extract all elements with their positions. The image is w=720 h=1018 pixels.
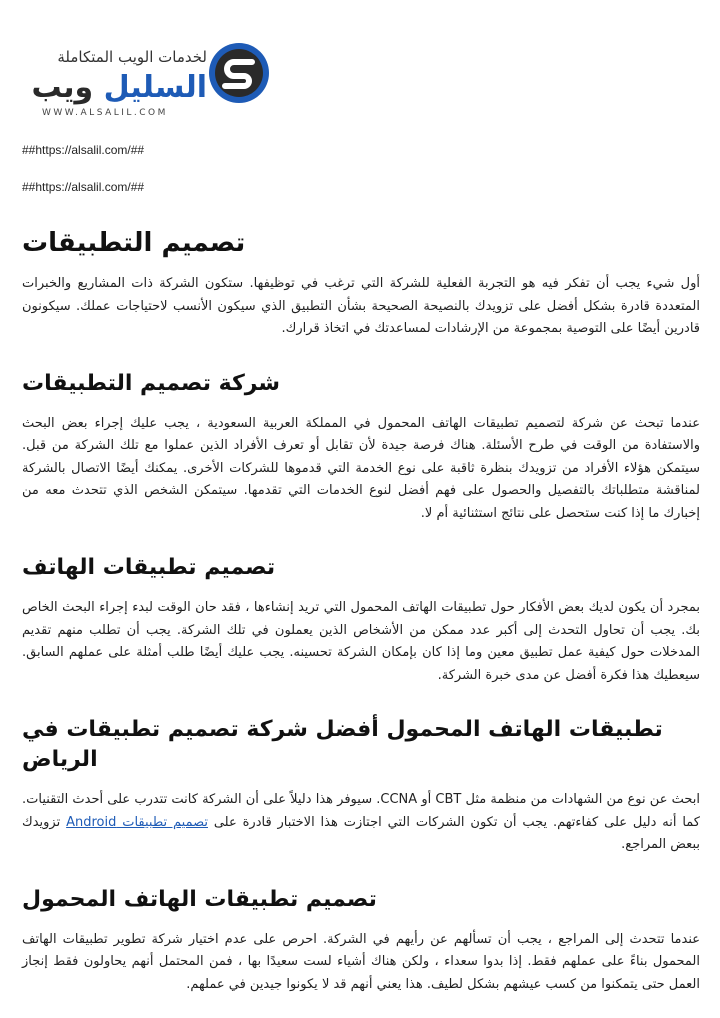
article-content <box>22 225 700 996</box>
logo-name-web: ويب <box>31 70 94 105</box>
logo-tagline: لخدمات الويب المتكاملة <box>57 48 207 66</box>
alsalil-s-logo-icon <box>208 42 270 104</box>
section-mobile-app-design <box>22 885 700 997</box>
section-app-design <box>22 225 700 341</box>
section-phone-app-design <box>22 553 700 687</box>
logo-url: WWW.ALSALIL.COM <box>42 108 168 118</box>
section-paragraph: عندما تبحث عن شركة لتصميم تطبيقات الهاتف المحمول في المملكة العربية السعودية ، يجب عليك إجراء بعض البحث والاستفادة من الوقت في طرح الأسئلة. هناك فرصة جيدة لأن تقابل أو تعرف الأفراد الذين عملوا مع تلك الشركة من قبل. سيتمكن هؤلاء الأفراد من تزويدك بنظرة ثاقبة على نوع الخدمة التي قدموها للشركات الأخرى. يمكنك أيضًا الاتصال بالشركة لمناقشة متطلباتك بالتفصيل والحصول على فهم أفضل لنوع الخدمات التي تقدمها. سيتمكن الشخص الذي تتحدث معه من إخبارك ما إذا كنت ستحصل على نتائج استثنائية أم لا. <box>22 415 700 521</box>
logo-wordmark <box>22 70 207 105</box>
section-paragraph <box>22 789 700 857</box>
section-heading: شركة تصميم التطبيقات <box>22 370 281 396</box>
source-url[interactable]: ##https://alsalil.com/## <box>22 180 145 194</box>
section-riyadh-apps <box>22 715 700 857</box>
paragraph-text: تزويدك ببعض المراجع. <box>22 814 700 852</box>
android-app-design-link[interactable]: تصميم تطبيقات Android <box>66 814 208 830</box>
site-logo[interactable] <box>22 40 272 126</box>
section-heading: تصميم التطبيقات <box>22 228 246 258</box>
logo-name-salil: السليل <box>103 70 207 105</box>
section-paragraph: أول شيء يجب أن تفكر فيه هو التجربة الفعلية للشركة التي ترغب في توظيفها. ستكون الشركة ذات المشاريع والخبرات المتعددة قادرة بشكل أفضل على تزويدك بالنصيحة الصحيحة بشأن التطبيق الذي سيكون الأنسب لاحتياجات عملك. سيكونون قادرين أيضًا على التوصية بمجموعة من الإرشادات لمساعدتك في اتخاذ قرارك. <box>22 276 700 336</box>
section-heading: تطبيقات الهاتف المحمول أفضل شركة تصميم تطبيقات في الرياض <box>22 717 663 772</box>
section-paragraph: بمجرد أن يكون لديك بعض الأفكار حول تطبيقات الهاتف المحمول التي تريد إنشاءها ، فقد حان الوقت لبدء إجراء البحث الخاص بك. يجب أن تحاول التحدث إلى أكبر عدد ممكن من الأشخاص الذين يعملون في تلك الشركة. يجب أن تطلب منهم تقديم المدخلات حول كيفية عمل تطبيق معين وما إذا كان بإمكان الشركة تحسينه. يجب عليك أيضًا طلب أمثلة على عملهم السابق. سيعطيك هذا فكرة أفضل عن مدى خبرة الشركة. <box>22 600 700 683</box>
paragraph-text: ابحث عن نوع من الشهادات من منظمة مثل CBT أو CCNA. سيوفر هذا دليلاً على أن الشركة كانت تتدرب على أحدث التقنيات. كما أنه دليل على كفاءتهم. يجب أن تكون الشركات التي اجتازت هذا الاختبار قادرة على <box>22 792 701 830</box>
section-paragraph: عندما تتحدث إلى المراجع ، يجب أن تسألهم عن رأيهم في الشركة. احرص على عدم اختيار شركة تطوير تطبيقات الهاتف المحمول بناءً على عملهم فقط. إذا بدوا سعداء ، ولكن هناك أشياء لست سعيدًا بها ، فمن المحتمل أنهم يحاولون فقط إنجاز العمل حتى يتمكنوا من كسب عيشهم بشكل لطيف. هذا يعني أنهم قد لا يكونوا جيدين في عملهم. <box>22 931 700 992</box>
section-heading: تصميم تطبيقات الهاتف المحمول <box>22 886 377 912</box>
source-url[interactable]: ##https://alsalil.com/## <box>22 143 145 157</box>
section-heading: تصميم تطبيقات الهاتف <box>22 555 276 580</box>
section-app-design-company <box>22 369 700 526</box>
